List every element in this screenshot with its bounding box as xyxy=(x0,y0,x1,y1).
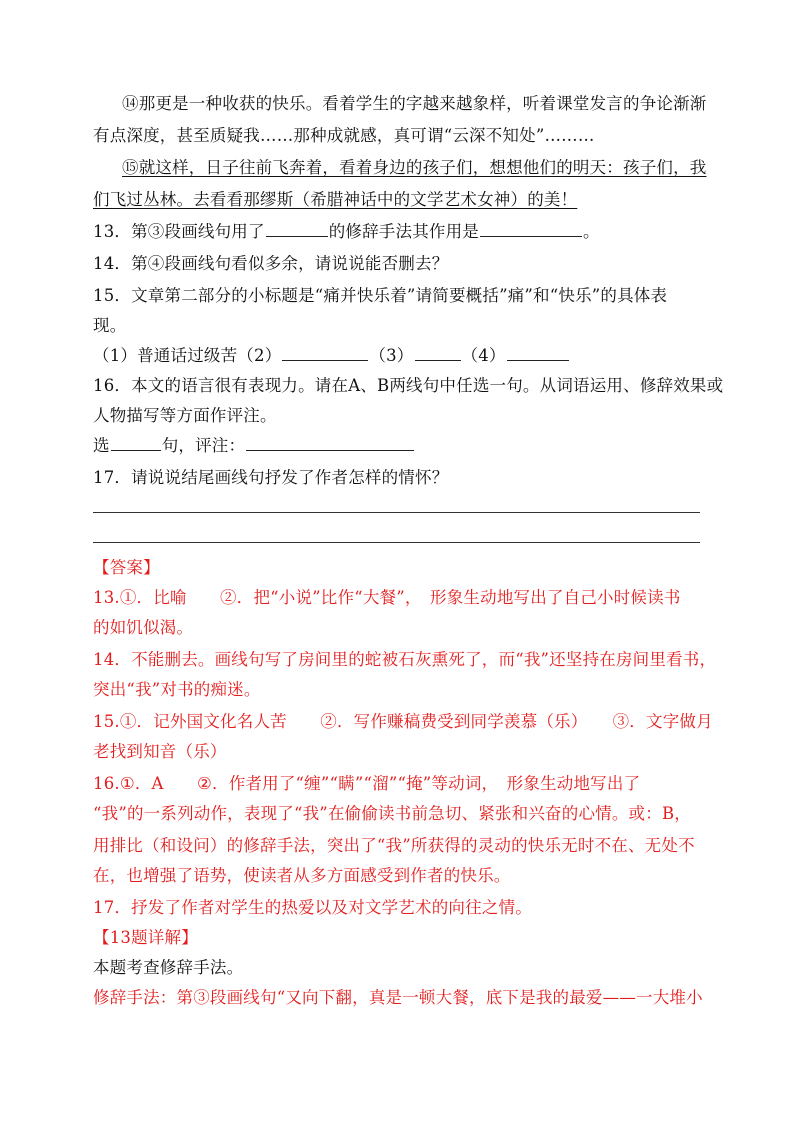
question-16-selection xyxy=(93,434,723,458)
question-16-line-1: 16．本文的语言很有表现力。请在A、B两线句中任选一句。从词语运用、修辞效果或 xyxy=(93,376,724,395)
question-16-blank-choice[interactable] xyxy=(111,436,161,451)
question-15-line-2: 现。 xyxy=(93,316,127,335)
question-16-comment-label: 句，评注： xyxy=(161,436,246,455)
question-15-blank-3[interactable] xyxy=(415,346,461,361)
question-13-prefix: 13．第③段画线句用了 xyxy=(93,222,265,241)
question-15-sub-4: （4） xyxy=(461,346,506,365)
passage-paragraph-15-line-2-text: 们飞过丛林。去看看那缪斯（希腊神话中的文学艺术女神）的美！ xyxy=(93,190,578,209)
explanation-13-heading: 【13题详解】 xyxy=(93,928,198,947)
answer-line-1[interactable] xyxy=(93,512,700,513)
question-15-line-1: 15．文章第二部分的小标题是“痛并快乐着”请简要概括”痛”和“快乐”的具体表 xyxy=(93,286,668,305)
question-15-blank-4[interactable] xyxy=(507,346,569,361)
question-13-blank-1[interactable] xyxy=(266,222,328,237)
passage-paragraph-14-line-2: 有点深度，甚至质疑我……那种成就感，真可谓“云深不知处”……… xyxy=(93,126,595,145)
explanation-13-detail: 修辞手法：第③段画线句“又向下翻，真是一顿大餐，底下是我的最爱——一大堆小 xyxy=(93,988,703,1007)
question-13 xyxy=(93,220,723,244)
question-16-line-2: 人物描写等方面作评注。 xyxy=(93,406,277,425)
passage-paragraph-15-line-2 xyxy=(93,188,723,212)
answer-17: 17．抒发了作者对学生的热爱以及对文学艺术的向往之情。 xyxy=(93,898,532,917)
answer-13-line-1: 13.①．比喻 ②．把“小说”比作“大餐”， 形象生动地写出了自己小时候读书 xyxy=(93,588,681,607)
question-13-middle: 的修辞手法其作用是 xyxy=(328,222,480,241)
answer-16-line-1: 16.①．A ②．作者用了“缠”“瞒”“溜”“掩”等动词， 形象生动地写出了 xyxy=(93,774,641,793)
question-17: 17．请说说结尾画线句抒发了作者怎样的情怀？ xyxy=(93,468,449,487)
question-13-blank-2[interactable] xyxy=(480,222,582,237)
answer-line-2[interactable] xyxy=(93,542,700,543)
answer-16-line-3: 用排比（和设问）的修辞手法，突出了“我”所获得的灵动的快乐无时不在、无处不 xyxy=(93,836,695,855)
answer-14-line-1: 14．不能删去。画线句写了房间里的蛇被石灰熏死了，而“我”还坚持在房间里看书， xyxy=(93,650,717,669)
question-13-suffix: 。 xyxy=(583,222,600,241)
answer-16-line-4: 在，也增强了语势，使读者从多方面感受到作者的快乐。 xyxy=(93,866,511,885)
question-15-subitems xyxy=(93,344,723,368)
question-15-sub-3: （3） xyxy=(369,346,414,365)
passage-paragraph-14-line-1: ⑭那更是一种收获的快乐。看着学生的字越来越象样，听着课堂发言的争论渐渐 xyxy=(122,94,707,113)
answer-15-line-1: 15.①．记外国文化名人苦 ②．写作赚稿费受到同学羡慕（乐） ③．文字做月 xyxy=(93,712,713,731)
question-14: 14．第④段画线句看似多余，请说说能否删去？ xyxy=(93,254,449,273)
answer-heading: 【答案】 xyxy=(93,558,160,577)
question-16-blank-comment[interactable] xyxy=(246,436,414,451)
answer-14-line-2: 突出“我”对书的痴迷。 xyxy=(93,680,261,699)
answer-15-line-2: 老找到知音（乐） xyxy=(93,742,227,761)
passage-paragraph-15-line-1: ⑮就这样，日子往前飞奔着，看着身边的孩子们，想想他们的明天：孩子们，我 xyxy=(122,158,707,177)
question-16-select-label: 选 xyxy=(93,436,110,455)
question-15-blank-2[interactable] xyxy=(282,346,368,361)
question-15-sub-1: （1）普通话过级苦（2） xyxy=(93,346,282,365)
answer-13-line-2: 的如饥似渴。 xyxy=(93,618,194,637)
explanation-13-intro: 本题考查修辞手法。 xyxy=(93,958,244,977)
answer-16-line-2: “我”的一系列动作，表现了“我”在偷偷读书前急切、紧张和兴奋的心情。或：B， xyxy=(93,804,691,823)
